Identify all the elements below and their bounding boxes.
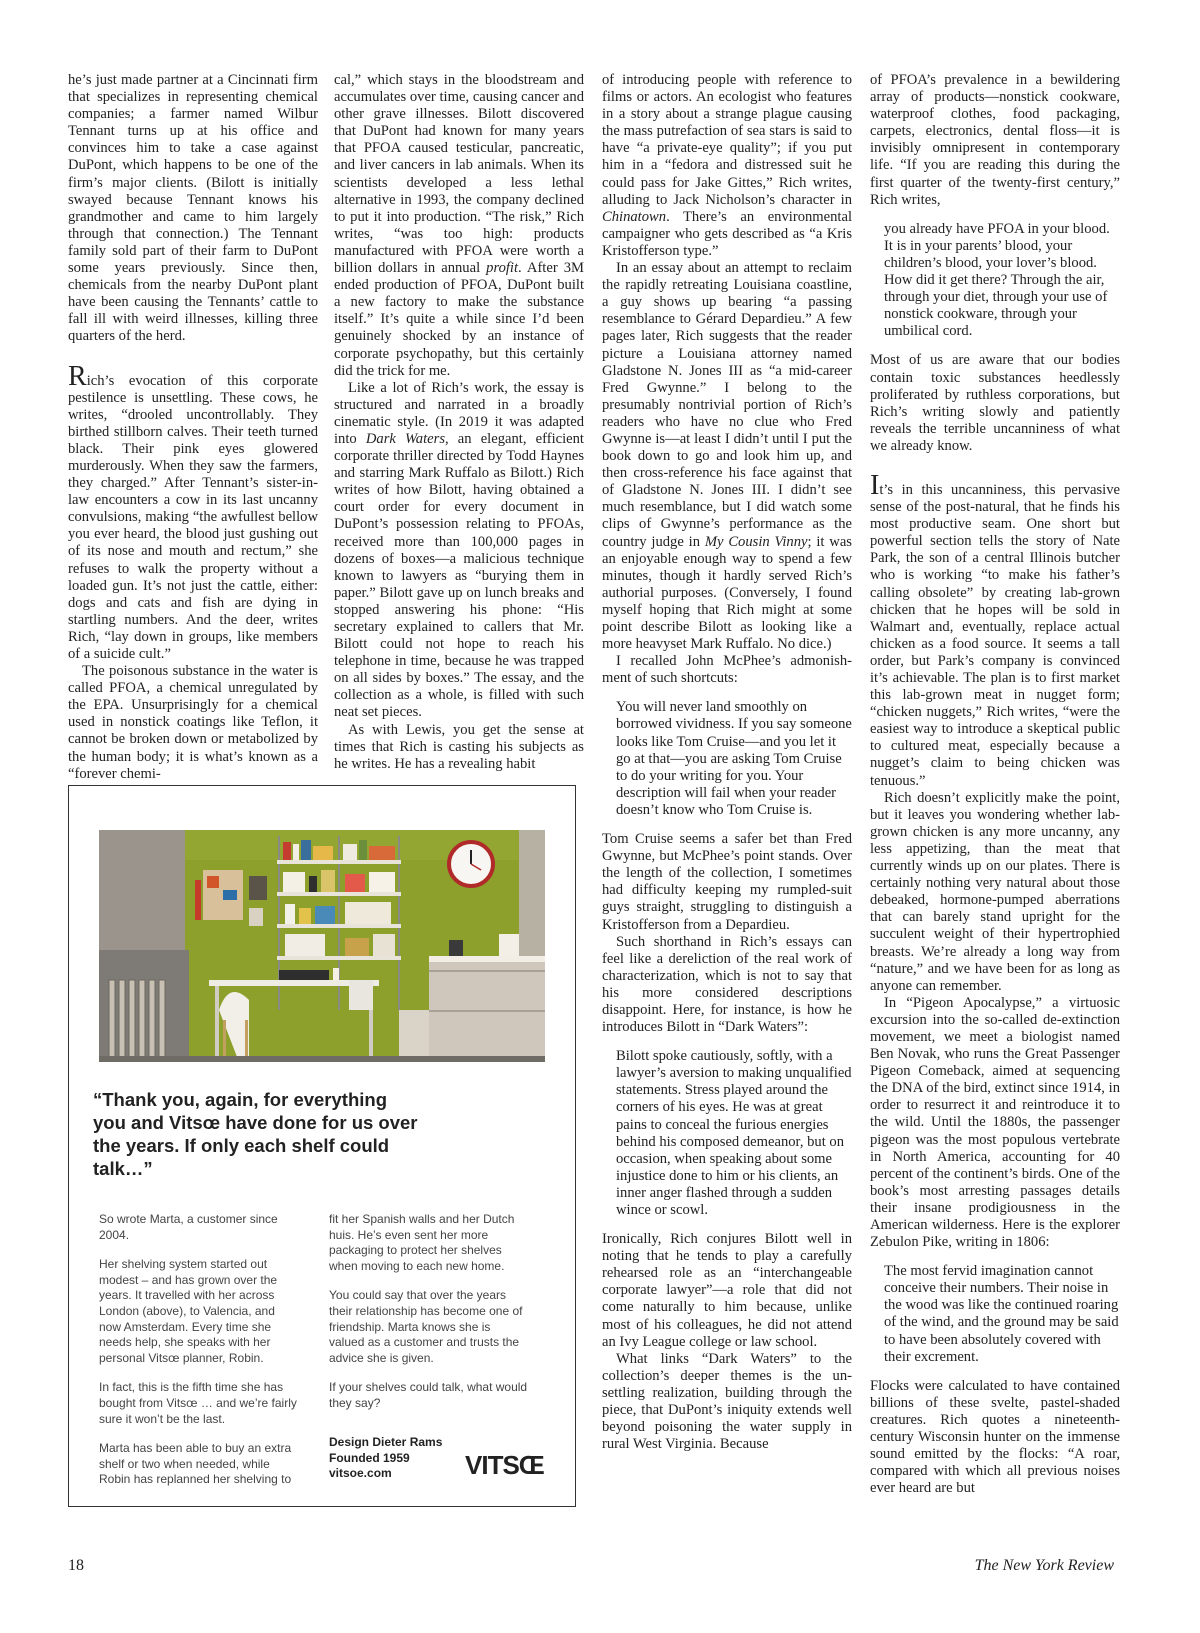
ad-copy-left <box>99 1212 299 1502</box>
paragraph: What links “Dark Waters” to the collection’s deeper themes is the unsettling realization, building through the piece, that DuPont’s iniquity extends well beyond poisoning the water supply in rural West Virginia. Because <box>602 1350 852 1453</box>
text: In an essay about an attempt to reclaim the rapidly retreating Louisiana coastline, a guy shows up bearing “a passing resemblance to Gérard Depardieu.” A few pages later, Rich suggests that the reader picture a Louisiana attorney named Gladstone N. Jones III as “a mid-career Fred Gwynne.” I belong to the presumably nontrivial portion of Rich’s readers who have no clue who Fred Gwynne is—at least I didn’t until I put the book down to go and look him up, and then cross-reference his face against that of Gladstone N. Jones III. I didn’t see much resemblance, but I did watch some clips of Gwynne’s performance as the country judge in <box>602 260 852 550</box>
column-4 <box>870 72 1120 1497</box>
block-quote: You will never land smoothly on borrowed vividness. If you say someone looks like Tom Cruise—and you let it go at that—you are asking Tom Cruise to do your writing for you. Your description will fail when your reader doesn’t know who Tom Cruise is. <box>616 699 852 818</box>
paragraph: Most of us are aware that our bodies contain toxic substances heedlessly proliferated by ruthless corporations, but Rich’s writing slowly and patiently reveals the terrible uncanniness of what we already know. <box>870 352 1120 454</box>
paragraph-dropcap <box>870 469 1120 790</box>
ad-paragraph: fit her Spanish walls and her Dutch huis. He’s even sent her more packaging to protect her shelves when moving to each new home. <box>329 1212 515 1273</box>
ad-copy-right <box>329 1212 529 1426</box>
ad-photo-shelving-room <box>99 830 545 1062</box>
ad-paragraph: Marta has been able to buy an extra shelf or two when needed, while Robin has replanned her shelving to <box>99 1441 292 1487</box>
paragraph: Ironically, Rich conjures Bilott well in noting that he tends to play a carefully rehearsed role as an “interchangeable corporate lawyer”—a role that did not come naturally to him because, unlike most of his colleagues, he did not attend an Ivy League college or law school. <box>602 1231 852 1350</box>
text: , an elegant, efficient corporate thriller directed by Todd Haynes and starring Mark Ruffalo as Bilott.) Rich writes of how Bilott, having obtained a court order for every document in DuPont’s possession relating to PFOAs, received more than 100,000 pages in dozens of boxes—a malicious technique known to lawyers as “burying them in paper.” Bilott gave up on lunch breaks and stopped answering his phone: “His secretary explained to callers that Mr. Bilott could not hope to reach his telephone in time, because he was trapped on all sides by boxes.” The essay, and the collection as a whole, is filled with such neat set pieces. <box>334 430 584 721</box>
italic-text: Dark Waters <box>365 430 445 447</box>
paragraph: Such shorthand in Rich’s essays can feel like a dereliction of the real work of characterization, which is not to say that his more considered descriptions disappoint. Here, for instance, is how he introduces Bilott in “Dark Waters”: <box>602 933 852 1036</box>
paragraph: The poisonous substance in the water is called PFOA, a chemical unregulated by the EPA. Unsurprisingly for a chemical used in nonstick coatings like Teflon, it cannot be broken down or metabolized by the human body; it is what’s known as a “forever chemi- <box>68 663 318 782</box>
block-quote: The most fervid imagination cannot conceive their numbers. Their noise in the wood was like the continued roaring of the wind, and the ground may be said to have been absolutely covered with their excrement. <box>884 1263 1119 1365</box>
page-number: 18 <box>68 1557 84 1574</box>
text: Like a lot of Rich’s work, the essay is structured and narrated in a broadly cinematic style. (In 2019 it was adapted into <box>334 379 584 447</box>
vitsoe-logo: VITSŒ <box>465 1450 544 1480</box>
paragraph-text: t’s in this uncanniness, this pervasive sense of the post-natural, that he finds his most productive seam. One short but powerful section tells the story of Nate Park, the son of a central Illinois butcher who is working “to make his father’s calling obsolete” by creating lab-grown chicken that he hopes will be sold in Walmart and, eventually, replace actual chicken as a food source. It seems a tall order, but Park’s company is convinced it’s achievable. The plan is to first market this lab-grown meat in nugget form; “chicken nuggets,” Rich writes, “were the easiest way to introduce a skeptical public to cultured meat, especially because a nugget’s claim to being chicken was tenuous.” <box>870 481 1120 789</box>
paragraph: Rich doesn’t explicitly make the point, but it leaves you wondering whether lab-grown chicken is any more uncanny, any less appetizing, than the meat that currently winds up on our plates. There is certainly nothing very natural about those debeaked, hormone-pumped aberrations that can barely stand upright for the succulent weight of their hypertrophied breasts. We’re already a long way from “nature,” and we have been for as long as anyone can remember. <box>870 789 1120 994</box>
block-quote: Bilott spoke cautiously, softly, with a lawyer’s aversion to making unqualified statements. Stress played around the corners of his eyes. He was at great pains to conceal the furious energies behind his composed demeanor, but on occasion, when speaking about some injustice done to him or his clients, an inner anger flashed through a sudden wince or scowl. <box>616 1048 852 1218</box>
ad-credit-founded: Founded 1959 <box>329 1450 410 1465</box>
paragraph-dropcap <box>68 360 318 664</box>
ad-credits <box>329 1435 442 1482</box>
text: ; it was an enjoyable enough way to spend a few minutes, though it hardly served Rich’s authorial purposes. (Conversely, I found myself hoping that Rich might at some point describe Bilott as looking like a more heavyset Mark Ruffalo. No dice.) <box>602 533 852 653</box>
italic-text: profit <box>486 260 519 277</box>
text: of introducing people with reference to films or actors. An ecologist who features in a story about a strange plague causing the mass putrefaction of sea stars is said to have “a private-eye quality”; if you put him in a “fedora and distressed suit he could pass for Jake Gittes,” Rich writes, alluding to Jack Nicholson’s character in <box>602 72 852 208</box>
block-quote: you already have PFOA in your blood. It is in your parents’ blood, your children’s blood, your lover’s blood. How did it get there? Through the air, through your diet, through your use of nonstick cookware, through your umbilical cord. <box>884 220 1110 340</box>
column-2 <box>334 72 584 773</box>
ad-paragraph: In fact, this is the fifth time she has bought from Vitsœ … and we’re fairly sure it won’t be the last. <box>99 1380 297 1426</box>
paragraph: I recalled John McPhee’s admonishment of such shortcuts: <box>602 653 852 687</box>
paragraph-text: ich’s evocation of this corporate pestilence is unsettling. These cows, he writes, “drooled uncontrollably. They birthed stillborn calves. Their teeth turned black. Their pink eyes glowered murderously. When they saw the farmers, they charged.” After Tennant’s sister-in-law encounters a cow in its last uncanny convulsions, making “the awfullest bellow you ever heard, the blood just gushing out of its nose and mouth and rectum,” she refuses to walk the property without a loaded gun. It’s not just the cattle, either: dogs and cats and fish are dying in startling numbers. And the deer, writes Rich, “lay down in groups, like members of a suicide cult.” <box>68 372 318 662</box>
paragraph: Flocks were calculated to have contained billions of these svelte, pastel-shaded creatures. Rich quotes a nineteenth-century Wisconsin hunter on the immense sound emitted by the flocks: “A roar, compared with which all previous noises ever heard are but <box>870 1377 1120 1497</box>
ad-credit-designer: Design Dieter Rams <box>329 1435 443 1449</box>
ad-headline-quote: “Thank you, again, for everything you and Vitsœ have done for us over the years. If only each shelf could talk…” <box>93 1089 418 1179</box>
paragraph <box>334 72 584 380</box>
text: . There’s an environmental campaigner who gets described as “a Kris Kristofferson type.” <box>602 208 852 259</box>
paragraph: As with Lewis, you get the sense at times that Rich is casting his subjects as he writes. He has a revealing habit <box>334 721 584 772</box>
paragraph: of PFOA’s prevalence in a bewildering array of products—nonstick cookware, waterproof clothes, food packaging, carpets, electronics, dental floss—it is invisibly omnipresent in contemporary life. “If you are reading this during the first quarter of the twenty-first century,” Rich writes, <box>870 72 1120 208</box>
vitsoe-advertisement[interactable] <box>68 785 576 1507</box>
paragraph: In “Pigeon Apocalypse,” a virtuosic excursion into the so-called de-extinction movement, we meet a biologist named Ben Novak, who runs the Great Passenger Pigeon Comeback, aimed at sequencing the DNA of the bird, extinct since 1914, in order to resurrect it and reintroduce it to the wild. Until the 1880s, the passenger pigeon was the most populous vertebrate in North America, accounting for 40 percent of the continent’s birds. One of the book’s most arresting passages details their insane prodigiousness in the American wilderness. Here is the explorer Zebulon Pike, writing in 1806: <box>870 994 1120 1251</box>
ad-paragraph: If your shelves could talk, what would they say? <box>329 1380 528 1410</box>
column-3 <box>602 72 852 1453</box>
text: cal,” which stays in the bloodstream and accumulates over time, causing cancer and other grave illnesses. Bilott discovered that DuPont had known for many years that PFOA caused testicular, pancreatic, and liver cancers in lab animals. When its scientists developed a less lethal alternative in 1993, the company declined to put it into production. “The risk,” Rich writes, “was too high: products manufactured with PFOA were worth a billion dollars in annual <box>334 72 584 277</box>
column-1 <box>68 72 318 783</box>
ad-paragraph: You could say that over the years their relationship has become one of friendship. Marta knows she is valued as a customer and trusts the advice she is given. <box>329 1288 523 1365</box>
italic-text: My Cousin Vinny <box>704 533 808 550</box>
paragraph <box>602 260 852 653</box>
ad-paragraph: Her shelving system started out modest – and has grown over the years. It travelled with her across London (above), to Valencia, and now Amsterdam. Every time she needs help, she speaks with her personal Vitsœ planner, Robin. <box>99 1257 278 1365</box>
paragraph <box>334 380 584 722</box>
ad-credit-website[interactable]: vitsoe.com <box>329 1466 392 1481</box>
italic-text: Chinatown <box>602 208 667 225</box>
dropcap: I <box>870 469 880 501</box>
ad-paragraph: So wrote Marta, a customer since 2004. <box>99 1212 278 1242</box>
paragraph: he’s just made partner at a Cincinnati firm that specializes in representing chemical companies; a farmer named Wilbur Tennant turns up at his office and convinces him to take a case against DuPont, which happens to be one of the firm’s major clients. (Bilott is initially swayed because Tennant knows his grandmother and came to him largely through that connection.) The Tennant family sold part of their farm to DuPont some years previously. Since then, chemicals from the nearby DuPont plant have been causing the Tennants’ cattle to fall ill with weird illnesses, killing three quarters of the herd. <box>68 72 318 345</box>
dropcap: R <box>68 360 87 392</box>
text: . After 3M ended production of PFOA, DuPont built a new factory to make the substance itself.” It’s quite a while since I’d been genuinely shocked by an instance of corporate psychopathy, but this certainly did the trick for me. <box>334 260 584 379</box>
paragraph: Tom Cruise seems a safer bet than Fred Gwynne, but McPhee’s point stands. Over the length of the collection, I sometimes had difficulty keeping my rumpled-suit guys straight, struggling to distinguish a Kristofferson from a Depardieu. <box>602 831 852 933</box>
publication-name: The New York Review <box>974 1557 1114 1574</box>
paragraph <box>602 72 852 260</box>
room-illustration <box>99 830 545 1062</box>
